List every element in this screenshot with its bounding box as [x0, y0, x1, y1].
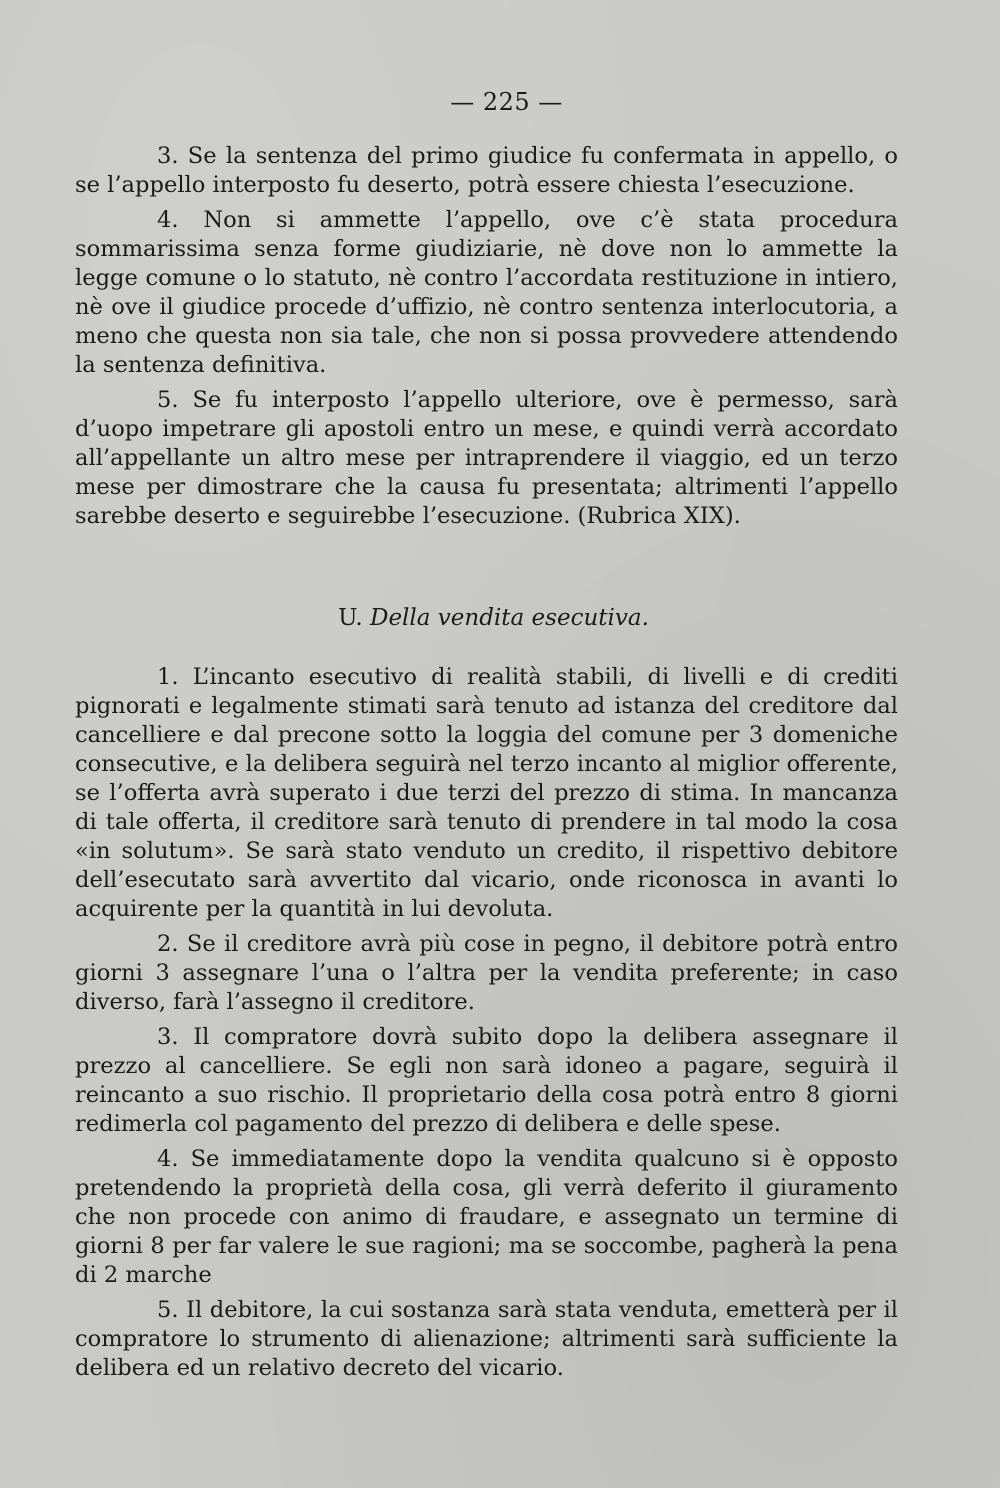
paragraph: 2. Se il creditore avrà più cose in pegno, il debitore potrà entro giorni 3 assegnare l’una o l’altra per la vendita preferente; in caso diverso, farà l’assegno il creditore.: [75, 931, 898, 1015]
paragraph: 5. Se fu interposto l’appello ulteriore, ove è permesso, sarà d’uopo impetrare gli apostoli entro un mese, e quindi verrà accordato all’appellante un altro mese per intraprendere il viaggio, ed un terzo mese per dimostrare che la causa fu presentata; altrimenti l’appello sarebbe deserto e seguirebbe l’esecuzione. (Rubrica XIX).: [75, 387, 898, 529]
paragraph: 3. Il compratore dovrà subito dopo la delibera assegnare il prezzo al cancelliere. Se egli non sarà idoneo a pagare, seguirà il reincanto a suo rischio. Il proprietario della cosa potrà entro 8 giorni redimerla col pagamento del prezzo di delibera e delle spese.: [75, 1024, 898, 1137]
paragraph: 4. Se immediatamente dopo la vendita qualcuno si è opposto pretendendo la proprietà della cosa, gli verrà deferito il giuramento che non procede con animo di fraudare, e assegnato un termine di giorni 8 per far valere le sue ragioni; ma se soccombe, pagherà la pena di 2 marche: [75, 1146, 898, 1288]
section-u-body: [75, 663, 898, 1383]
section-t-continuation: [75, 142, 898, 531]
section-title: Della vendita esecutiva.: [370, 605, 649, 631]
paragraph: 1. L’incanto esecutivo di realità stabili, di livelli e di crediti pignorati e legalmente stimati sarà tenuto ad istanza del creditore dal cancelliere e dal precone sotto la loggia del comune per 3 domeniche consecutive, e la delibera seguirà nel terzo incanto al miglior offerente, se l’offerta avrà superato i due terzi del prezzo di stima. In mancanza di tale offerta, il creditore sarà tenuto di prendere in tal modo la cosa «in solutum». Se sarà stato venduto un credito, il rispettivo debitore dell’esecutato sarà avvertito dal vicario, onde riconosca in avanti lo acquirente per la quantità in lui devoluta.: [75, 664, 898, 922]
section-heading: [75, 605, 898, 631]
section-letter: U.: [338, 605, 363, 631]
page-number: — 225 —: [450, 88, 563, 116]
paragraph: 5. Il debitore, la cui sostanza sarà stata venduta, emetterà per il compratore lo strumento di alienazione; altrimenti sarà sufficiente la delibera ed un relativo decreto del vicario.: [75, 1297, 898, 1381]
paragraph: 3. Se la sentenza del primo giudice fu confermata in appello, o se l’appello interposto fu deserto, potrà essere chiesta l’esecuzione.: [75, 143, 898, 198]
paragraph: 4. Non si ammette l’appello, ove c’è stata procedura sommarissima senza forme giudiziarie, nè dove non lo ammette la legge comune o lo statuto, nè contro l’accordata restituzione in intiero, nè ove il giudice procede d’uffizio, nè contro sentenza interlocutoria, a meno che questa non sia tale, che non si possa provvedere attendendo la sentenza definitiva.: [75, 207, 898, 378]
document-page: [75, 88, 898, 1389]
